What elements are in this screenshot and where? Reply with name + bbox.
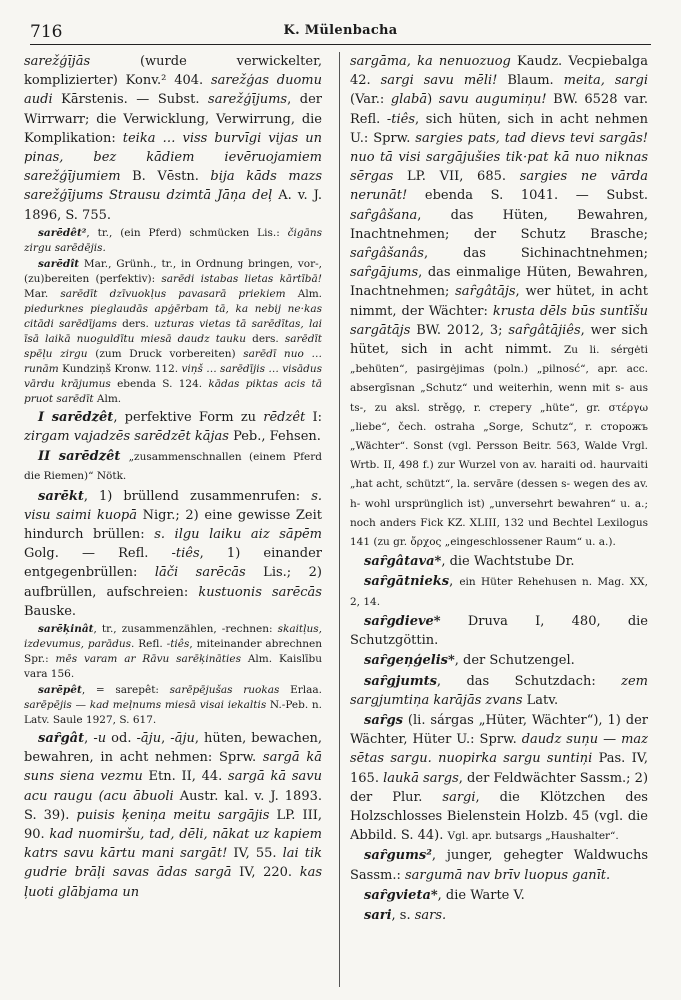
dictionary-entry: saȓgs (li. sárgas „Hüter, Wächter“), 1) der Wächter, Hüter U.: Sprw. daudz suņu — maz sētas sargu. nuopirka sargu suntiņi Pas. IV, 165. laukā sargs, der Feldwächter Sassm.; 2) der Plur. sargi, die Klötzchen des Holzschlosses Bielenstein Holzb. 45 (vgl. die Abbild. S. 44). Vgl. apr. butsargs „Haushalter“. [350,712,648,844]
dictionary-entry: saȓgjumts, das Schutzdach: zem sargjumtiņa karājās zvans Latv. [350,673,648,708]
dictionary-entry: sargāma, ka nenuozuog Kaudz. Vecpiebalga 42. sargi savu mēli! Blaum. meita, sargi (Var.: glabā) savu augumiņu! BW. 6528 var. Refl. -tiês, sich hüten, sich in acht nehmen U.: Sprw. sargies pats, tad dievs tevi sargās! nuo tā visi sargājušies tik·pat kā nuo niknas sērgas LP. VII, 685. sargies ne vārda nerunāt! ebenda S. 1041. — Subst. saȓgâšana, das Hüten, Bewahren, Inachtnehmen; der Schutz Brasche; saȓgâšanâs, das Sichinachtnehmen; saȓgājums, das einmalige Hüten, Bewahren, Inachtnehmen; saȓgâtājs, wer hütet, in acht nimmt, der Wächter: krusta dēls būs suntīšu sargātājs BW. 2012, 3; saȓgâtājiês, wer sich hütet, sich in acht nimmt. Zu li. sérgėti „behüten“, pasirgėjimas (poln.) „pilnosć“, apr. acc. absergīsnan „Schutz“ und weiterhin, wenn mit s- aus ts-, zu aksl. strěgǫ, r. стерегу „hüte“, gr. στέργω „liebe“, čech. ostraha „Sorge, Schutz“, r. сторожъ „Wächter“. Sonst (vgl. Persson Beitr. 563, Walde Vrgl. Wrtb. II, 498 f.) zur Wurzel von av. haraiti od. haurvaiti „hat acht, schützt“, la. servāre (dessen s- wegen des av. h- wohl ursprünglich ist) „unversehrt bewahren“ u. a.; noch anders Fick KZ. XLIII, 132 und Bechtel Lexilogus 141 (zu gr. ὄρχος „eingeschlossener Raum“ u. a.). [350,54,648,549]
dictionary-entry: II sarēdzêt „zusammenschnallen (einem Pferd die Riemen)“ Nötk. [24,449,322,483]
dictionary-entry: sarēdêt², tr., (ein Pferd) schmücken Lis.: čigāns zirgu sarēdējis. [24,226,322,254]
dictionary-entry: sarēkt, 1) brüllend zusammenrufen: s. visu saimi kuopā Nigr.; 2) eine gewisse Zeit hindurch brüllen: s. ilgu laiku aiz sāpēm Golg. — Refl. -tiês, 1) einander entgegenbrüllen: lāči sarēcās Lis.; 2) aufbrüllen, aufschreien: kustuonis sarēcās Bauske. [24,488,322,619]
left-column [24,52,322,992]
right-column [350,52,648,992]
dictionary-entry: sarēdît Mar., Grünh., tr., in Ordnung bringen, vor-, (zu)bereiten (perfektiv): sarēdi istabas lietas kārtībā! Mar. sarēdīt dzīvuokļus pavasarā priekiem Alm. piedurknes pieglaudās apģērbam tā, ka nebij ne·kas citādi sarēdījams ders. uzturas vietas tā sarēdītas, lai īsā laikā nuoguldītu miesā daudz tauku ders. sarēdīt spēļu zirgu (zum Druck vorbereiten) sarēdī nuo … runām Kundziņš Kronw. 112. viņš … sarēdījis … visādus vārdu krājumus ebenda S. 124. kādas piktas acis tā pruot sarēdīt Alm. [24,257,322,405]
dictionary-entry: saȓgums², junger, gehegter Waldwuchs Sassm.: sargumā nav brīv luopus ganīt. [350,848,648,883]
dictionary-entry: sarēķinât, tr., zusammenzählen, -rechnen: skaitļus, izdevumus, parādus. Refl. -tiês, miteinander abrechnen Spr.: mēs varam ar Rāvu sarēķināties Alm. Kaislību vara 156. [24,623,322,681]
running-head: K. Mülenbacha [283,23,398,38]
dictionary-entry: sarēpêt, = sarepêt: sarēpējušas ruokas Erlaa. sarēpējis — kad meļnums miesā visai iekaltis N.-Peb. n. Latv. Saule 1927, S. 617. [24,684,322,727]
dictionary-entry: sarežģījās (wurde verwickelter, komplizierter) Konv.² 404. sarežģas duomu audi Kārstenis. — Subst. sarežģījums, der Wirrwarr; die Verwicklung, Verwirrung, die Komplikation: teika … viss burvīgi vijas un pinas, bez kādiem ievēruojamiem sarežģījumiem B. Vēstn. bija kāds mazs sarežģījums Strausu dzimtā Jāņa deļ A. v. J. 1896, S. 755. [24,54,322,223]
dictionary-entry: saȓgâtava*, die Wachtstube Dr. [364,554,575,570]
dictionary-entry: saȓgeņģelis*, der Schutzengel. [364,653,575,669]
dictionary-entry: sari, s. sars. [364,907,447,923]
dictionary-entry: I sarēdzêt, perfektive Form zu rēdzêt I: zirgam vajadzēs sarēdzēt kājas Peb., Fehsen. [24,409,322,445]
column-divider [339,52,340,987]
dictionary-entry: saȓgātnieks, ein Hüter Rehehusen n. Mag. XX, 2, 14. [350,574,648,608]
page-header [30,22,651,45]
dictionary-entry: saȓgât, -u od. -āju, -āju, hüten, bewachen, bewahren, in acht nehmen: Sprw. sargā kā suns siena vezmu Etn. II, 44. sargā kā savu acu raugu (acu ābuoli Austr. kal. v. J. 1893. S. 39). puisis ķeniņa meitu sargājis LP. III, 90. kad nuomiršu, tad, dēli, nākat uz kapiem katrs savu kārtu mani sargāt! IV, 55. lai tik gudrie brāļi savas ādas sargā IV, 220. kas ļuoti glābjama un [24,731,322,900]
dictionary-entry: saȓgvieta*, die Warte V. [364,887,525,903]
dictionary-entry: saȓgdieve* Druva I, 480, die Schutzgöttin. [350,613,648,649]
page-number: 716 [30,22,63,42]
